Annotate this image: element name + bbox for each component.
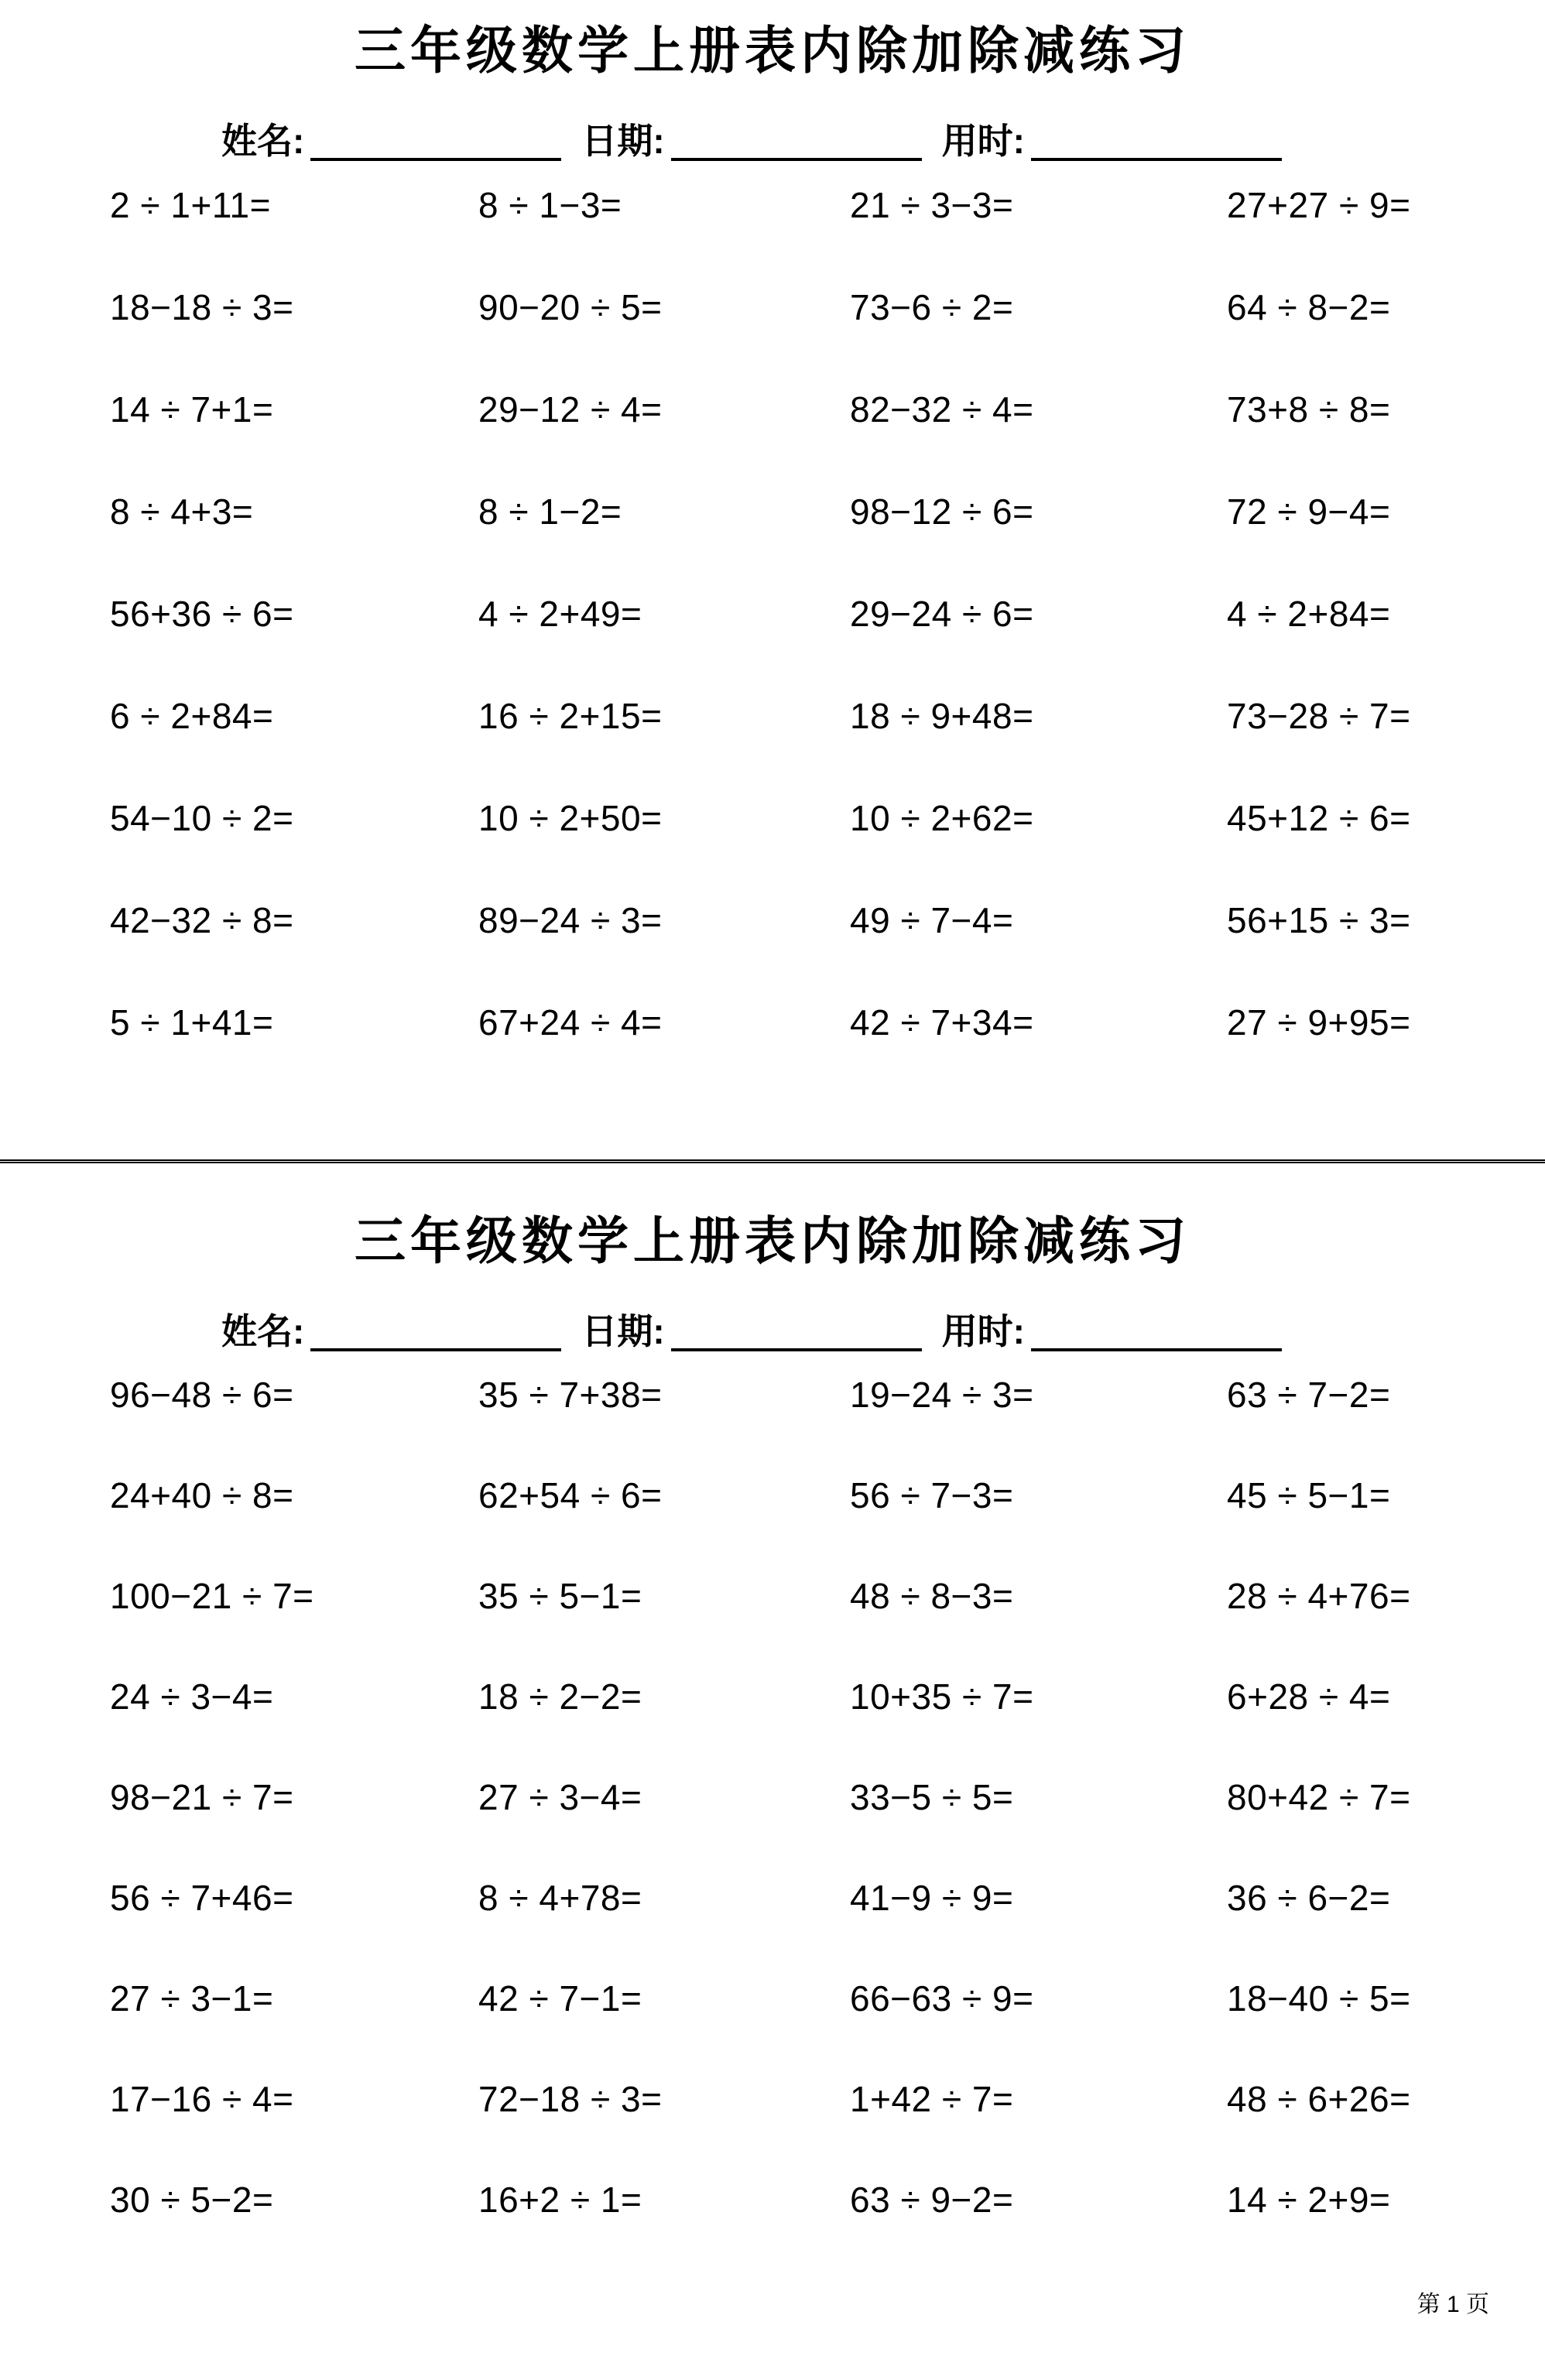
problem: 63 ÷ 7−2= <box>1227 1375 1391 1415</box>
time-used-label: 用时: <box>941 1311 1025 1351</box>
problem: 14 ÷ 2+9= <box>1227 2180 1391 2220</box>
problem-row <box>0 767 1545 869</box>
problem: 48 ÷ 8−3= <box>850 1576 1014 1616</box>
problems-grid <box>0 1344 1545 2250</box>
problem: 29−12 ÷ 4= <box>478 389 663 430</box>
problem: 5 ÷ 1+41= <box>110 1002 274 1043</box>
problem: 16 ÷ 2+15= <box>478 696 663 736</box>
problem: 24+40 ÷ 8= <box>110 1475 294 1515</box>
problem: 54−10 ÷ 2= <box>110 798 294 838</box>
problem-row <box>0 358 1545 461</box>
problem-row <box>0 1847 1545 1948</box>
problem: 100−21 ÷ 7= <box>110 1576 314 1616</box>
problem: 42 ÷ 7−1= <box>478 1978 642 2019</box>
problem: 18−40 ÷ 5= <box>1227 1978 1411 2019</box>
problem: 18 ÷ 9+48= <box>850 696 1034 736</box>
problem: 82−32 ÷ 4= <box>850 389 1034 430</box>
page-divider <box>0 1159 1545 1163</box>
problem-row <box>0 2049 1545 2149</box>
problem: 21 ÷ 3−3= <box>850 185 1014 225</box>
problem: 63 ÷ 9−2= <box>850 2180 1014 2220</box>
problem: 29−24 ÷ 6= <box>850 594 1034 634</box>
problem-row <box>0 1445 1545 1546</box>
problem-row <box>0 1344 1545 1445</box>
problem-row <box>0 154 1545 256</box>
problem: 98−12 ÷ 6= <box>850 491 1034 532</box>
problem: 72−18 ÷ 3= <box>478 2079 663 2119</box>
problem: 1+42 ÷ 7= <box>850 2079 1014 2119</box>
problem: 35 ÷ 5−1= <box>478 1576 642 1616</box>
problem: 14 ÷ 7+1= <box>110 389 274 430</box>
problem: 17−16 ÷ 4= <box>110 2079 294 2119</box>
name-label: 姓名: <box>221 121 305 161</box>
date-label: 日期: <box>581 121 665 161</box>
problem: 10 ÷ 2+50= <box>478 798 663 838</box>
problem: 18 ÷ 2−2= <box>478 1676 642 1717</box>
problem-row <box>0 2149 1545 2250</box>
problem: 66−63 ÷ 9= <box>850 1978 1034 2019</box>
problem: 64 ÷ 8−2= <box>1227 287 1391 327</box>
problem: 72 ÷ 9−4= <box>1227 491 1391 532</box>
problem: 96−48 ÷ 6= <box>110 1375 294 1415</box>
problem: 18−18 ÷ 3= <box>110 287 294 327</box>
problem: 98−21 ÷ 7= <box>110 1777 294 1817</box>
problem-row <box>0 563 1545 665</box>
problem: 62+54 ÷ 6= <box>478 1475 663 1515</box>
problem: 28 ÷ 4+76= <box>1227 1576 1411 1616</box>
problem: 6+28 ÷ 4= <box>1227 1676 1391 1717</box>
problem: 33−5 ÷ 5= <box>850 1777 1014 1817</box>
problem-row <box>0 461 1545 563</box>
problem: 4 ÷ 2+84= <box>1227 594 1391 634</box>
problem: 80+42 ÷ 7= <box>1227 1777 1411 1817</box>
problem-row <box>0 971 1545 1074</box>
problem-row <box>0 1948 1545 2049</box>
problem: 8 ÷ 4+78= <box>478 1878 642 1918</box>
worksheet-title: 三年级数学上册表内除加除减练习 <box>355 1212 1190 1269</box>
problem-row <box>0 256 1545 358</box>
problem: 56+15 ÷ 3= <box>1227 900 1411 940</box>
problem: 41−9 ÷ 9= <box>850 1878 1014 1918</box>
problem: 45+12 ÷ 6= <box>1227 798 1411 838</box>
problem: 90−20 ÷ 5= <box>478 287 663 327</box>
problem-row <box>0 1546 1545 1646</box>
problem: 73−6 ÷ 2= <box>850 287 1014 327</box>
problems-grid <box>0 154 1545 1074</box>
problem: 56 ÷ 7+46= <box>110 1878 294 1918</box>
name-label: 姓名: <box>221 1311 305 1351</box>
problem: 48 ÷ 6+26= <box>1227 2079 1411 2119</box>
worksheet-section-2 <box>0 1190 1545 2320</box>
problem: 73−28 ÷ 7= <box>1227 696 1411 736</box>
problem: 24 ÷ 3−4= <box>110 1676 274 1717</box>
problem: 56 ÷ 7−3= <box>850 1475 1014 1515</box>
problem: 49 ÷ 7−4= <box>850 900 1014 940</box>
problem: 89−24 ÷ 3= <box>478 900 663 940</box>
problem: 27 ÷ 9+95= <box>1227 1002 1411 1043</box>
problem: 27+27 ÷ 9= <box>1227 185 1411 225</box>
problem: 2 ÷ 1+11= <box>110 185 271 225</box>
problem-row <box>0 1646 1545 1747</box>
problem: 16+2 ÷ 1= <box>478 2180 642 2220</box>
problem: 67+24 ÷ 4= <box>478 1002 663 1043</box>
problem: 35 ÷ 7+38= <box>478 1375 663 1415</box>
problem: 42−32 ÷ 8= <box>110 900 294 940</box>
problem: 42 ÷ 7+34= <box>850 1002 1034 1043</box>
problem: 73+8 ÷ 8= <box>1227 389 1391 430</box>
problem-row <box>0 1747 1545 1847</box>
problem: 36 ÷ 6−2= <box>1227 1878 1391 1918</box>
worksheet-section-1 <box>0 0 1545 1130</box>
problem: 56+36 ÷ 6= <box>110 594 294 634</box>
problem: 10 ÷ 2+62= <box>850 798 1034 838</box>
problem: 10+35 ÷ 7= <box>850 1676 1034 1717</box>
problem-row <box>0 665 1545 767</box>
problem: 30 ÷ 5−2= <box>110 2180 274 2220</box>
problem-row <box>0 869 1545 971</box>
problem: 27 ÷ 3−1= <box>110 1978 274 2019</box>
problem: 8 ÷ 4+3= <box>110 491 254 532</box>
worksheet-title: 三年级数学上册表内除加除减练习 <box>355 22 1190 79</box>
problem: 45 ÷ 5−1= <box>1227 1475 1391 1515</box>
problem: 8 ÷ 1−3= <box>478 185 622 225</box>
problem: 8 ÷ 1−2= <box>478 491 622 532</box>
problem: 19−24 ÷ 3= <box>850 1375 1034 1415</box>
problem: 6 ÷ 2+84= <box>110 696 274 736</box>
problem: 27 ÷ 3−4= <box>478 1777 642 1817</box>
problem: 4 ÷ 2+49= <box>478 594 642 634</box>
time-used-label: 用时: <box>941 121 1025 161</box>
page-number: 第 1 页 <box>1417 2292 1489 2317</box>
date-label: 日期: <box>581 1311 665 1351</box>
